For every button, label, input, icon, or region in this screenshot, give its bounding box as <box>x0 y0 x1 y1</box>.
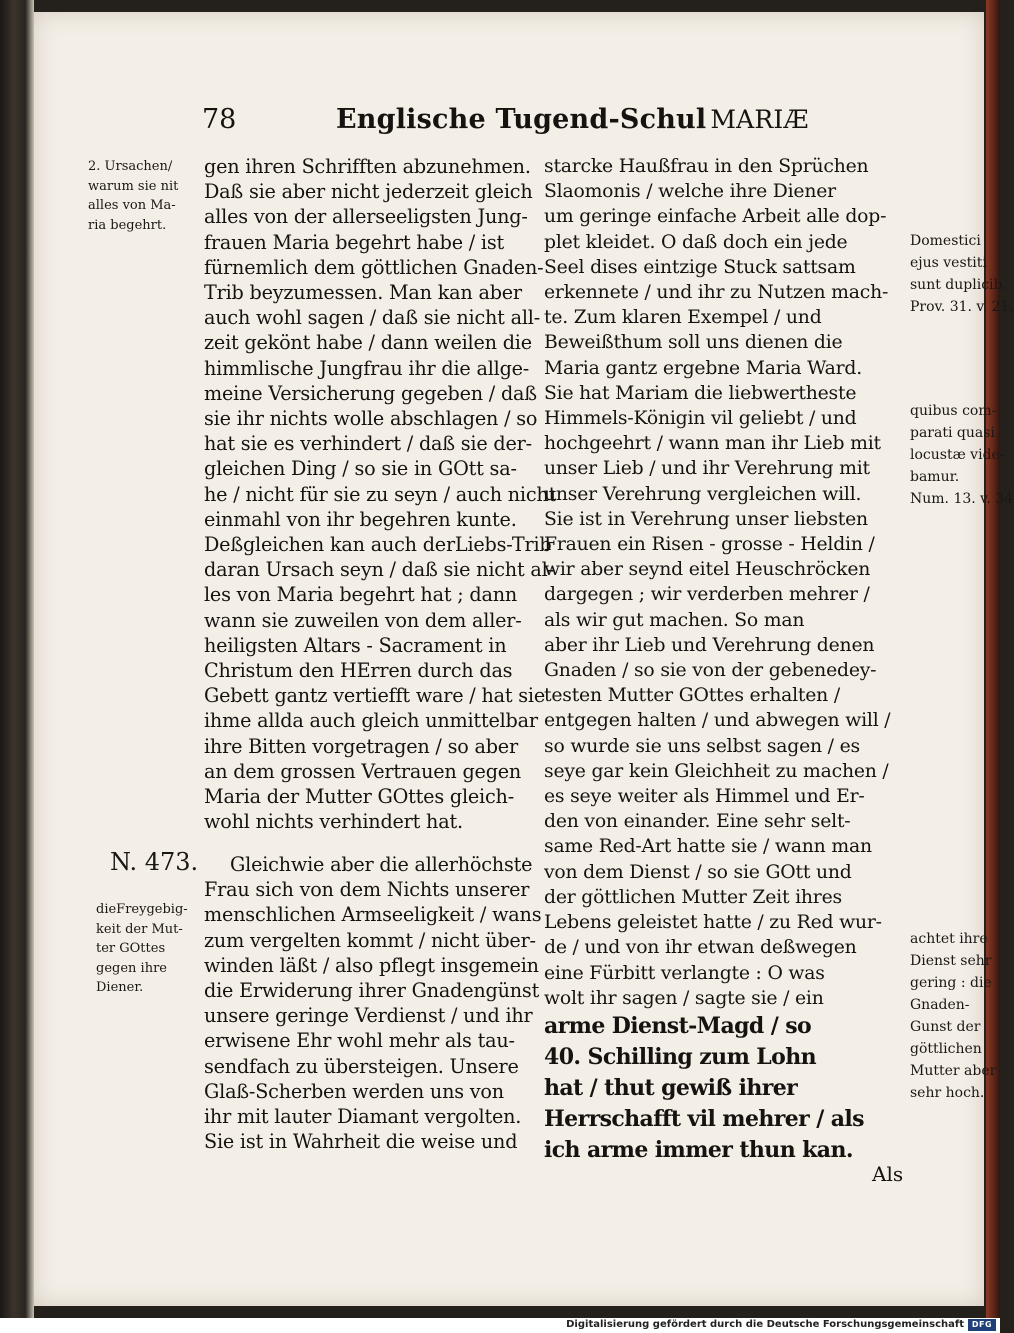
digitization-footer <box>0 1318 1000 1333</box>
text-line: auch wohl sagen / daß sie nicht all- <box>204 306 540 330</box>
text-line: Himmels-Königin vil geliebt / und <box>544 408 857 430</box>
margin-line: ejus vestiti <box>910 255 987 271</box>
margin-line: Num. 13. v. 34 <box>910 491 1014 507</box>
margin-line: locustæ vide- <box>910 447 1005 463</box>
text-line: unser Lieb / und ihr Verehrung mit <box>544 458 870 480</box>
margin-line: parati quasi <box>910 425 995 441</box>
left-margin-note-causes <box>88 157 178 235</box>
text-line: fürnemlich dem göttlichen Gnaden- <box>204 255 544 279</box>
margin-line: gering : die <box>910 975 992 991</box>
text-line: der göttlichen Mutter Zeit ihres <box>544 886 842 908</box>
book-cover-edge <box>986 0 1000 1318</box>
text-line: sendfach zu übersteigen. Unsere <box>204 1054 519 1078</box>
text-line: als wir gut machen. So man <box>544 609 805 631</box>
text-line: he / nicht für sie zu seyn / auch nicht <box>204 482 557 506</box>
text-line: Gnaden / so sie von der gebenedey- <box>544 660 877 682</box>
right-margin-note-numbers <box>910 400 1013 510</box>
text-line: den von einander. Eine sehr selt- <box>544 811 851 833</box>
text-line: einmahl von ihr begehren kunte. <box>204 507 517 531</box>
text-line: aber ihr Lieb und Verehrung denen <box>544 634 875 656</box>
text-line: erkennete / und ihr zu Nutzen mach- <box>544 282 889 304</box>
text-line: es seye weiter als Himmel und Er- <box>544 786 865 808</box>
text-line: entgegen halten / und abwegen will / <box>544 710 891 732</box>
text-column-left-block-1 <box>204 154 556 834</box>
text-line: hochgeehrt / wann man ihr Lieb mit <box>544 433 881 455</box>
text-line: so wurde sie uns selbst sagen / es <box>544 735 860 757</box>
text-line: winden läßt / also pflegt insgemein <box>204 953 539 977</box>
margin-line: ria begehrt. <box>88 217 167 233</box>
text-line: Frauen ein Risen - grosse - Heldin / <box>544 534 875 556</box>
text-line: die Erwiderung ihrer Gnadengünst <box>204 979 540 1003</box>
text-line: Trib beyzumessen. Man kan aber <box>204 281 522 305</box>
text-line: daran Ursach seyn / daß sie nicht al- <box>204 558 554 582</box>
running-head-latin: MARIÆ <box>710 105 809 134</box>
margin-line: 2. Ursachen/ <box>88 159 173 174</box>
text-column-right <box>544 154 890 1166</box>
text-line: erwisene Ehr wohl mehr als tau- <box>204 1029 515 1053</box>
text-line: himmlische Jungfrau ihr die allge- <box>204 356 530 380</box>
margin-line: Mutter aber <box>910 1063 997 1079</box>
text-line: an dem grossen Vertrauen gegen <box>204 759 522 783</box>
funding-credit: Digitalisierung gefördert durch die Deutsche Forschungsgemeinschaft <box>566 1319 964 1330</box>
text-line: wir aber seynd eitel Heuschröcken <box>544 559 871 581</box>
right-margin-note-service <box>910 928 996 1104</box>
margin-line: quibus com- <box>910 403 997 419</box>
text-line: ihre Bitten vorgetragen / so aber <box>204 734 518 758</box>
margin-line: sehr hoch. <box>910 1085 985 1101</box>
right-margin-note-proverbs <box>910 230 1014 318</box>
text-line: Daß sie aber nicht jederzeit gleich <box>204 180 533 204</box>
text-line: Lebens geleistet hatte / zu Red wur- <box>544 912 882 934</box>
text-line: heiligsten Altars - Sacrament in <box>204 633 507 657</box>
text-line: Frau sich von dem Nichts unserer <box>204 878 530 902</box>
emphasis-line: ich arme immer thun kan. <box>544 1136 853 1163</box>
book-page <box>34 12 1014 1306</box>
text-line: unser Verehrung vergleichen will. <box>544 483 862 505</box>
text-line: testen Mutter GOttes erhalten / <box>544 685 840 707</box>
text-line: Seel dises eintzige Stuck sattsam <box>544 256 856 278</box>
text-column-left-block-2 <box>204 852 541 1154</box>
text-line: plet kleidet. O daß doch ein jede <box>544 231 848 253</box>
emphasis-line: hat / thut gewiß ihrer <box>544 1074 798 1101</box>
text-line: zeit gekönt habe / dann weilen die <box>204 331 532 355</box>
text-line: um geringe einfache Arbeit alle dop- <box>544 206 887 228</box>
running-head <box>336 104 809 135</box>
margin-line: dieFreygebig- <box>96 902 188 917</box>
margin-line: göttlichen <box>910 1041 982 1057</box>
text-line: Deßgleichen kan auch derLiebs-Trib <box>204 533 552 557</box>
text-line: sie ihr nichts wolle abschlagen / so <box>204 407 538 431</box>
text-line: starcke Haußfrau in den Sprüchen <box>544 156 869 177</box>
margin-line: bamur. <box>910 469 960 485</box>
text-line: Sie ist in Wahrheit die weise und <box>204 1130 518 1154</box>
emphasis-line: 40. Schilling zum Lohn <box>544 1043 817 1070</box>
emphasis-line: arme Dienst-Magd / so <box>544 1012 812 1039</box>
margin-line: Prov. 31. v. 21. <box>910 299 1014 315</box>
text-line: meine Versicherung gegeben / daß <box>204 381 537 405</box>
text-line: Gebett gantz vertiefft ware / hat sie <box>204 684 546 708</box>
margin-line: keit der Mut- <box>96 921 183 937</box>
margin-line: achtet ihre <box>910 931 988 947</box>
text-line: Christum den HErren durch das <box>204 659 513 683</box>
paragraph-number: N. 473. <box>110 848 199 876</box>
text-line: dargegen ; wir verderben mehrer / <box>544 584 870 606</box>
text-line: eine Fürbitt verlangte : O was <box>544 962 825 984</box>
text-line: von dem Dienst / so sie GOtt und <box>544 861 852 883</box>
page-number: 78 <box>202 104 237 135</box>
margin-line: Gnaden- <box>910 997 970 1013</box>
text-line: les von Maria begehrt hat ; dann <box>204 583 518 607</box>
margin-line: warum sie nit <box>88 178 179 194</box>
running-head-title: Englische Tugend-Schul <box>336 104 707 135</box>
margin-line: Gunst der <box>910 1019 981 1035</box>
text-line: ihr mit lauter Diamant vergolten. <box>204 1105 522 1129</box>
text-line: Gleichwie aber die allerhöchste <box>230 853 533 876</box>
text-line: de / und von ihr etwan deßwegen <box>544 937 857 959</box>
margin-line: Diener. <box>96 980 144 995</box>
margin-line: ter GOttes <box>96 941 166 956</box>
text-line: menschlichen Armseeligkeit / wans <box>204 903 542 927</box>
dfg-logo-icon: DFG <box>968 1319 996 1331</box>
text-line: unsere geringe Verdienst / und ihr <box>204 1004 533 1028</box>
book-gutter-edge <box>0 0 34 1318</box>
text-line: hat sie es verhindert / daß sie der- <box>204 432 532 456</box>
text-line: alles von der allerseeligsten Jung- <box>204 205 528 229</box>
text-line: seye gar kein Gleichheit zu machen / <box>544 760 889 782</box>
margin-line: sunt duplicib. <box>910 277 1007 293</box>
text-line: Beweißthum soll uns dienen die <box>544 332 843 354</box>
text-line: gen ihren Schrifften abzunehmen. <box>204 155 531 178</box>
text-line: gleichen Ding / so sie in GOtt sa- <box>204 457 517 481</box>
text-line: same Red-Art hatte sie / wann man <box>544 836 872 858</box>
text-line: Maria der Mutter GOttes gleich- <box>204 785 514 809</box>
text-line: wolt ihr sagen / sagte sie / ein <box>544 987 824 1009</box>
text-line: ihme allda auch gleich unmittelbar <box>204 709 538 733</box>
text-line: Sie ist in Verehrung unser liebsten <box>544 508 868 530</box>
text-line: frauen Maria begehrt habe / ist <box>204 230 505 254</box>
text-line: Sie hat Mariam die liebwertheste <box>544 382 857 404</box>
text-line: wohl nichts verhindert hat. <box>204 810 463 834</box>
catchword: Als <box>872 1162 904 1186</box>
left-margin-note-generosity <box>96 900 188 998</box>
margin-line: Dienst sehr <box>910 953 992 969</box>
text-line: Maria gantz ergebne Maria Ward. <box>544 357 862 379</box>
margin-line: alles von Ma- <box>88 198 176 213</box>
text-line: Glaß-Scherben werden uns von <box>204 1079 504 1103</box>
margin-line: Domestici <box>910 233 981 249</box>
text-line: zum vergelten kommt / nicht über- <box>204 928 536 952</box>
text-line: te. Zum klaren Exempel / und <box>544 307 822 329</box>
margin-line: gegen ihre <box>96 960 167 976</box>
text-line: wann sie zuweilen von dem aller- <box>204 608 522 632</box>
text-line: Slaomonis / welche ihre Diener <box>544 181 836 203</box>
emphasis-line: Herrschafft vil mehrer / als <box>544 1105 864 1132</box>
